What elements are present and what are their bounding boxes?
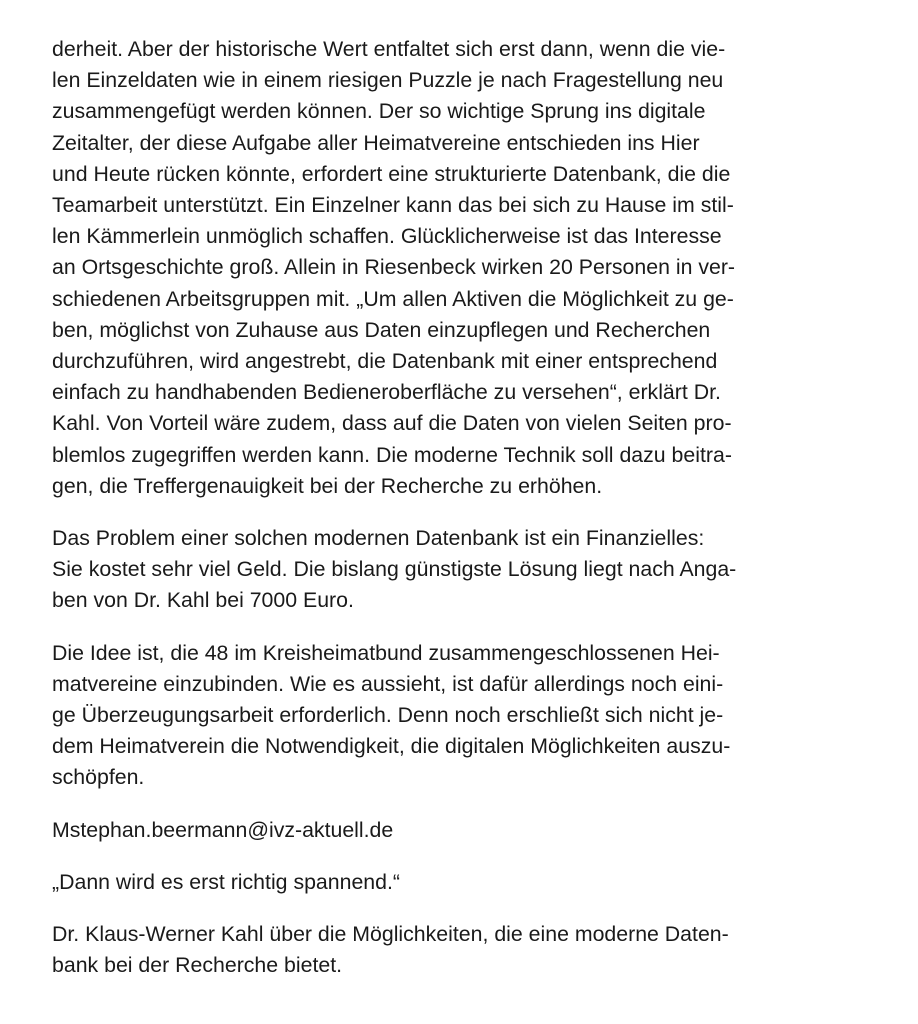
text-line: ge Überzeugungsarbeit erforderlich. Denn noch erschließt sich nicht je- [52, 703, 724, 728]
body-paragraph [52, 34, 882, 502]
text-line: schiedenen Arbeitsgruppen mit. „Um allen Aktiven die Möglichkeit zu ge- [52, 286, 734, 311]
author-email [52, 815, 882, 846]
text-line: einfach zu handhabenden Bedieneroberfläche zu versehen“, erklärt Dr. [52, 380, 721, 405]
text-line: dem Heimatverein die Notwendigkeit, die digitalen Möglichkeiten auszu- [52, 734, 731, 759]
pull-quote [52, 867, 882, 898]
text-line: gen, die Treffergenauigkeit bei der Recherche zu erhöhen. [52, 473, 603, 498]
text-line: Zeitalter, der diese Aufgabe aller Heimatvereine entschieden ins Hier [52, 130, 700, 155]
text-line: zusammengefügt werden können. Der so wichtige Sprung ins digitale [52, 99, 706, 124]
paragraph-spacer [52, 794, 882, 815]
text-line: und Heute rücken könnte, erfordert eine strukturierte Datenbank, die die [52, 161, 731, 186]
text-line: Das Problem einer solchen modernen Datenbank ist ein Finanzielles: [52, 526, 705, 551]
text-line: ben von Dr. Kahl bei 7000 Euro. [52, 588, 354, 613]
text-line: „Dann wird es erst richtig spannend.“ [52, 869, 401, 894]
text-line: Kahl. Von Vorteil wäre zudem, dass auf die Daten von vielen Seiten pro- [52, 411, 732, 436]
body-paragraph [52, 523, 882, 617]
text-line: len Einzeldaten wie in einem riesigen Puzzle je nach Fragestellung neu [52, 68, 724, 93]
paragraph-spacer [52, 617, 882, 638]
text-line: len Kämmerlein unmöglich schaffen. Glücklicherweise ist das Interesse [52, 224, 722, 249]
text-line: Mstephan.beermann@ivz-aktuell.de [52, 817, 394, 842]
text-line: derheit. Aber der historische Wert entfaltet sich erst dann, wenn die vie- [52, 37, 726, 61]
paragraph-spacer [52, 898, 882, 919]
body-paragraph [52, 638, 882, 794]
text-line: ben, möglichst von Zuhause aus Daten einzupflegen und Recherchen [52, 317, 711, 342]
text-line: Die Idee ist, die 48 im Kreisheimatbund zusammengeschlossenen Hei- [52, 640, 720, 665]
paragraph-spacer [52, 502, 882, 523]
text-line: Sie kostet sehr viel Geld. Die bislang günstigste Lösung liegt nach Anga- [52, 557, 737, 582]
text-line: blemlos zugegriffen werden kann. Die moderne Technik soll dazu beitra- [52, 442, 732, 467]
text-line: durchzuführen, wird angestrebt, die Datenbank mit einer entsprechend [52, 349, 718, 374]
quote-attribution [52, 919, 882, 981]
paragraph-spacer [52, 846, 882, 867]
text-line: Dr. Klaus-Werner Kahl über die Möglichkeiten, die eine moderne Daten- [52, 922, 729, 947]
text-line: an Ortsgeschichte groß. Allein in Riesenbeck wirken 20 Personen in ver- [52, 255, 736, 280]
document-page [52, 34, 882, 981]
text-line: schöpfen. [52, 765, 145, 790]
text-line: Teamarbeit unterstützt. Ein Einzelner kann das bei sich zu Hause im stil- [52, 193, 734, 218]
text-line: bank bei der Recherche bietet. [52, 953, 343, 978]
text-line: matvereine einzubinden. Wie es aussieht, ist dafür allerdings noch eini- [52, 671, 724, 696]
